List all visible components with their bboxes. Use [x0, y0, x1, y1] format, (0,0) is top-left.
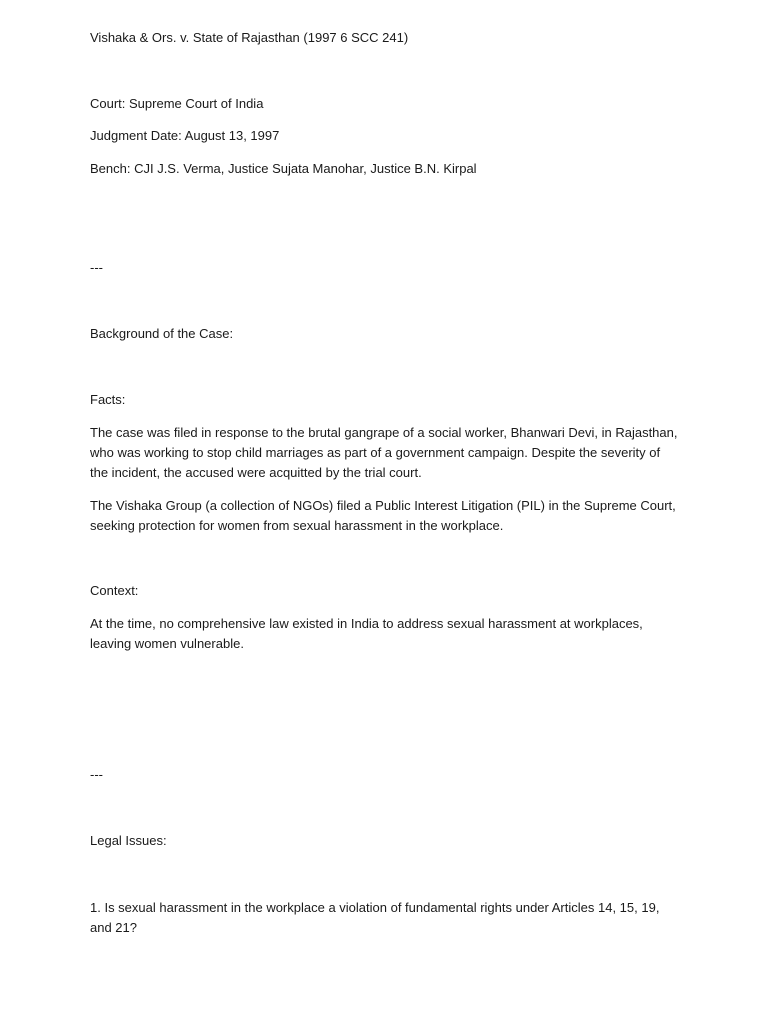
legal-issue-item: 1. Is sexual harassment in the workplace a violation of fundamental rights under Articles 14, 15, 19, and 21?: [90, 900, 660, 935]
separator: ---: [90, 260, 103, 275]
context-heading: Context:: [90, 583, 139, 598]
background-heading: Background of the Case:: [90, 326, 234, 341]
judgment-date-line: Judgment Date: August 13, 1997: [90, 128, 280, 143]
separator: ---: [90, 767, 103, 782]
facts-paragraph: The Vishaka Group (a collection of NGOs) filed a Public Interest Litigation (PIL) in the Supreme Court, seeking protection for women from sexual harassment in the workplace.: [90, 498, 676, 533]
bench-line: Bench: CJI J.S. Verma, Justice Sujata Manohar, Justice B.N. Kirpal: [90, 161, 477, 176]
legal-issues-heading: Legal Issues:: [90, 833, 167, 848]
facts-heading: Facts:: [90, 392, 126, 407]
case-title: Vishaka & Ors. v. State of Rajasthan (1997 6 SCC 241): [90, 30, 409, 45]
facts-paragraph: The case was filed in response to the brutal gangrape of a social worker, Bhanwari Devi, in Rajasthan, who was working to stop child marriages as part of a government campaign. Despite the severity of the incident, the accused were acquitted by the trial court.: [90, 425, 678, 480]
context-paragraph: At the time, no comprehensive law existed in India to address sexual harassment at workplaces, leaving women vulnerable.: [90, 616, 643, 651]
court-line: Court: Supreme Court of India: [90, 96, 264, 111]
